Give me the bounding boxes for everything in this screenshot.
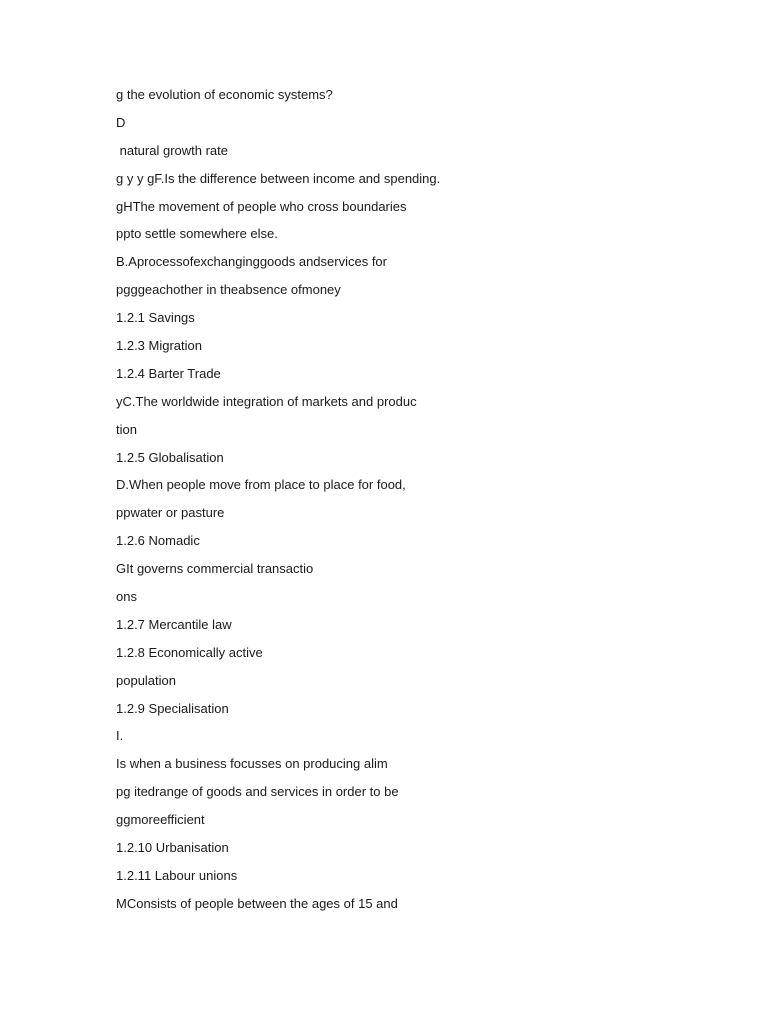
text-line: 1.2.11 Labour unions <box>116 867 238 883</box>
text-line: yC.The worldwide integration of markets and produc <box>116 393 417 409</box>
text-line: population <box>116 672 176 688</box>
text-line: 1.2.3 Migration <box>116 338 202 354</box>
text-line: ggmoreefficient <box>116 812 205 828</box>
document-text <box>116 86 716 923</box>
text-line: g y y gF.Is the difference between income and spending. <box>116 170 441 186</box>
text-line: g the evolution of economic systems? <box>116 87 333 102</box>
text-line: Is when a business focusses on producing alim <box>116 756 388 772</box>
text-line: 1.2.1 Savings <box>116 310 195 326</box>
text-line: MConsists of people between the ages of 15 and <box>116 895 398 911</box>
text-line: pgggeachother in theabsence ofmoney <box>116 282 341 298</box>
text-line: 1.2.9 Specialisation <box>116 700 229 716</box>
text-line: ppwater or pasture <box>116 505 225 521</box>
text-line: 1.2.7 Mercantile law <box>116 616 232 632</box>
text-line: ons <box>116 589 137 605</box>
text-line: B.Aprocessofexchanginggoods andservices for <box>116 254 387 270</box>
text-line: D.When people move from place to place for food, <box>116 477 406 493</box>
text-line: 1.2.5 Globalisation <box>116 449 224 465</box>
text-line: 1.2.8 Economically active <box>116 644 263 660</box>
text-line: 1.2.6 Nomadic <box>116 533 200 549</box>
text-line: tion <box>116 421 137 437</box>
text-line: 1.2.10 Urbanisation <box>116 840 229 856</box>
text-line: I. <box>116 728 124 744</box>
text-line: ppto settle somewhere else. <box>116 226 278 242</box>
text-line: 1.2.4 Barter Trade <box>116 365 221 381</box>
text-line: gHThe movement of people who cross boundaries <box>116 198 407 214</box>
text-line: D <box>116 114 126 130</box>
text-line: GIt governs commercial transactio <box>116 561 314 577</box>
text-line: natural growth rate <box>116 142 229 158</box>
text-line: pg itedrange of goods and services in order to be <box>116 784 399 800</box>
